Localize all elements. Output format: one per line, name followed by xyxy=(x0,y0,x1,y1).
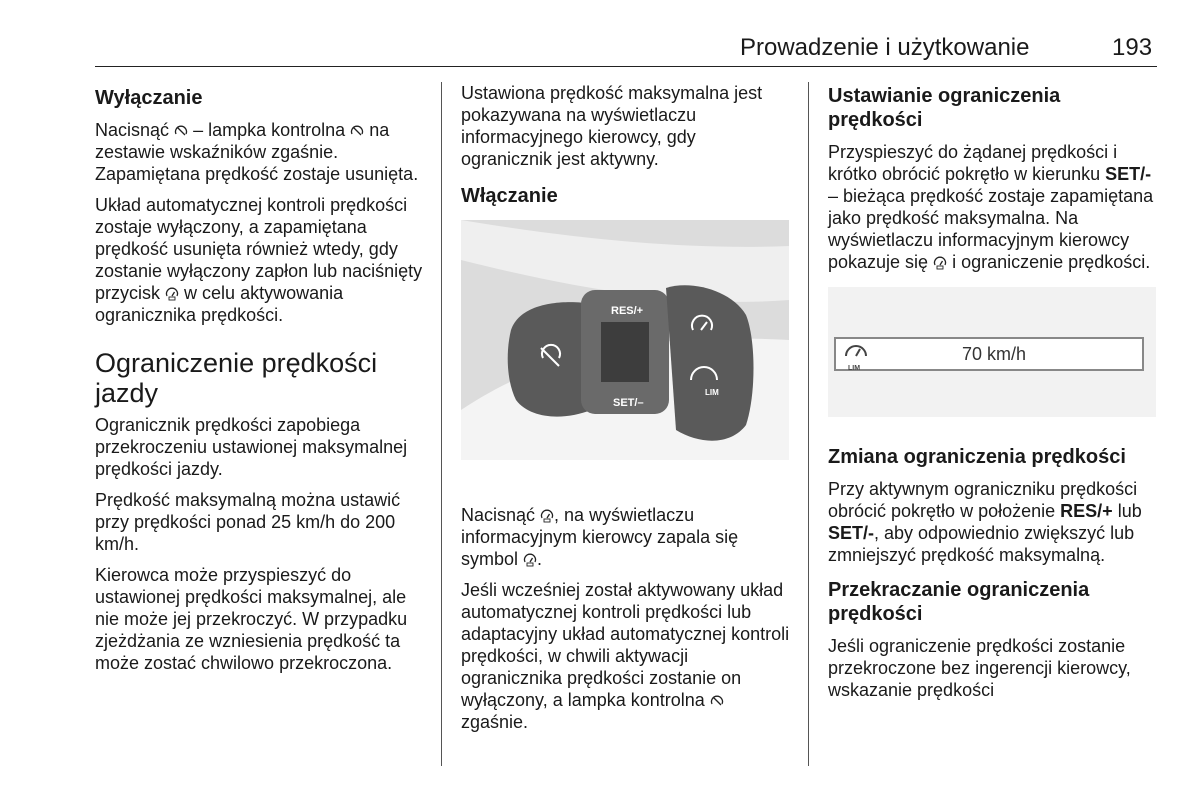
heading-on: Włączanie xyxy=(461,185,558,207)
speed-limiter-icon xyxy=(933,256,947,270)
column-3 xyxy=(828,82,1158,710)
paragraph-off-2: Układ automatycznej kontroli prędkości zostaje wyłączony, a zapamiętana prędkość usunięta również wtedy, gdy zostanie wyłączony zapłon lub naciśnięty przycisk w celu aktywowania ogranicznika prędkości. xyxy=(95,195,423,325)
display-lim-label: LIM xyxy=(848,365,861,372)
set-minus-label: SET/– xyxy=(613,397,644,409)
paragraph-limiter-1: Ogranicznik prędkości zapobiega przekroczeniu ustawionej maksymalnej prędkości jazdy. xyxy=(95,415,408,479)
paragraph-limiter-3: Kierowca może przyspieszyć do ustawionej prędkości maksymalnej, ale nie może jej przekroczyć. W przypadku zjeżdżania ze wzniesienia prędkość ta może zostać chwilowo przekroczona. xyxy=(95,565,408,673)
speedometer-crossed-icon xyxy=(174,124,188,138)
paragraph-off-1: Nacisnąć – lampka kontrolna na zestawie wskaźników zgaśnie. Zapamiętana prędkość zostaje usunięta. xyxy=(95,120,419,184)
display-readout xyxy=(834,337,1144,371)
column-1 xyxy=(95,82,430,683)
speed-limiter-icon xyxy=(540,509,554,523)
display-speed: 70 km/h xyxy=(962,344,1027,364)
column-2 xyxy=(461,82,791,742)
lim-label: LIM xyxy=(705,388,719,397)
column-divider-2 xyxy=(808,82,809,766)
steering-wheel-controls-figure xyxy=(461,220,789,460)
section-heading: Ograniczenie prędkości jazdy xyxy=(95,348,378,408)
driver-info-display-figure xyxy=(828,287,1156,417)
heading-set: Ustawianie ograniczenia prędkości xyxy=(828,85,1061,131)
page-number: 193 xyxy=(1112,34,1153,61)
page-header-title: Prowadzenie i użytkowanie xyxy=(740,34,1030,61)
heading-exceed: Przekraczanie ograniczenia prędkości xyxy=(828,579,1090,625)
speed-limiter-icon xyxy=(165,287,179,301)
heading-change: Zmiana ograniczenia prędkości xyxy=(828,446,1126,468)
paragraph-change: Przy aktywnym ograniczniku prędkości obrócić pokrętło w położenie RES/+ lub SET/-, aby odpowiednio zwiększyć lub zmniejszyć prędkość maksymalną. xyxy=(828,479,1142,565)
speedometer-crossed-icon xyxy=(350,124,364,138)
column-divider-1 xyxy=(441,82,442,766)
speedometer-crossed-icon xyxy=(710,694,724,708)
speed-limiter-icon xyxy=(523,553,537,567)
paragraph-display: Ustawiona prędkość maksymalna jest pokazywana na wyświetlaczu informacyjnego kierowcy, gdy ogranicznik jest aktywny. xyxy=(461,83,763,169)
header-rule xyxy=(95,66,1157,67)
paragraph-limiter-2: Prędkość maksymalną można ustawić przy prędkości ponad 25 km/h do 200 km/h. xyxy=(95,490,401,554)
paragraph-exceed: Jeśli ograniczenie prędkości zostanie przekroczone bez ingerencji kierowcy, wskazanie prędkości xyxy=(828,636,1131,700)
paragraph-on-2: Jeśli wcześniej został aktywowany układ automatycznej kontroli prędkości lub adaptacyjny układ automatycznej kontroli prędkości, w chwili aktywacji ogranicznika prędkości zostanie on wyłączony, a lampka kontrolna zgaśnie. xyxy=(461,580,790,732)
steering-wheel-illustration xyxy=(461,220,789,460)
res-plus-label: RES/+ xyxy=(611,305,644,317)
paragraph-set: Przyspieszyć do żądanej prędkości i krótko obrócić pokrętło w kierunku SET/- – bieżąca prędkość zostaje zapamiętana jako prędkość maksymalna. Na wyświetlaczu informacyjnym kierowcy pokazuje się i ograniczenie prędkości. xyxy=(828,142,1154,272)
heading-off: Wyłączanie xyxy=(95,87,203,109)
paragraph-on-1: Nacisnąć , na wyświetlaczu informacyjnym kierowcy zapala się symbol . xyxy=(461,505,739,569)
